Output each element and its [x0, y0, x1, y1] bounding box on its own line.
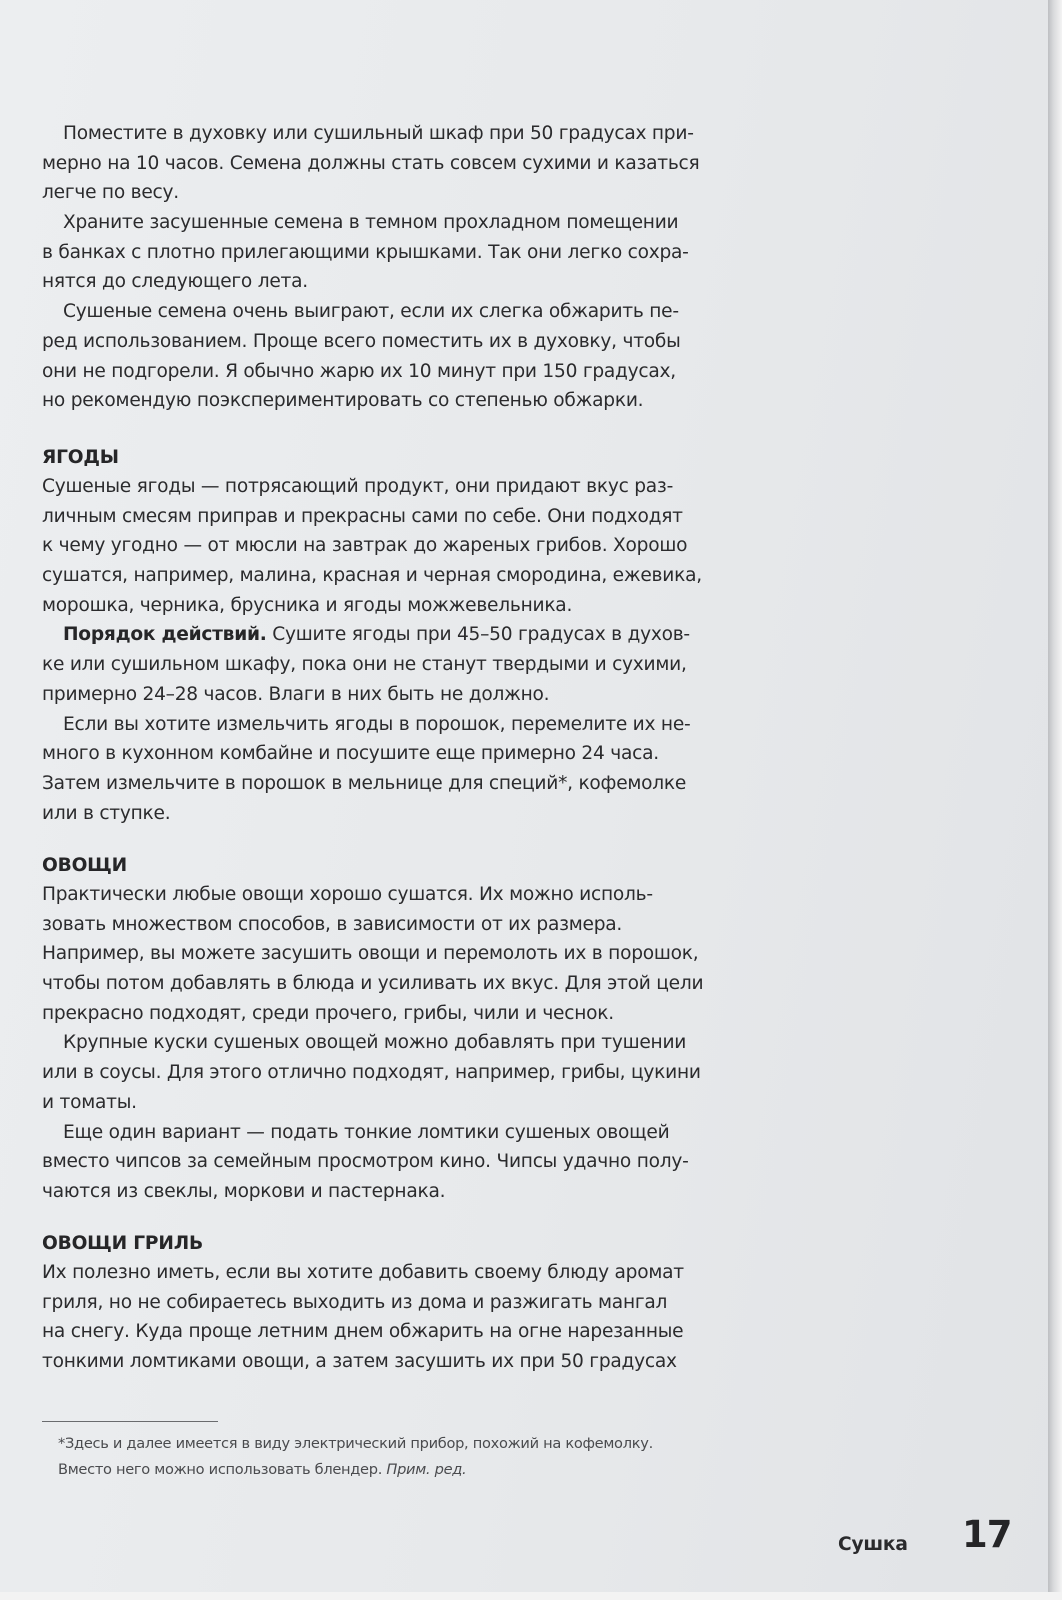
section-heading-vegetables: ОВОЩИ	[42, 855, 127, 876]
text-line: Практически любые овощи хорошо сушатся. Их можно исполь-	[42, 884, 653, 905]
footnote-divider	[42, 1421, 218, 1422]
page-edge-shadow	[1048, 0, 1062, 1600]
editor-note: Прим. ред.	[386, 1460, 467, 1478]
text-line: к чему угодно — от мюсли на завтрак до жареных грибов. Хорошо	[42, 535, 688, 557]
text-line: Затем измельчите в порошок в мельнице для специй*, кофемолке	[42, 772, 687, 794]
berries-text	[42, 472, 732, 828]
text-line: зовать множеством способов, в зависимости от их размера.	[42, 913, 623, 935]
text-line: Сушеные ягоды — потрясающий продукт, они придают вкус раз-	[42, 476, 674, 497]
text-line: в банках с плотно прилегающими крышками. Так они легко сохра-	[42, 241, 689, 263]
text-line: сушатся, например, малина, красная и черная смородина, ежевика,	[42, 565, 702, 587]
page-number: 17	[962, 1513, 1012, 1556]
text-line: Поместите в духовку или сушильный шкаф при 50 градусах при-	[63, 123, 694, 144]
text-line: морошка, черника, брусника и ягоды можжевельника.	[42, 594, 573, 616]
text-line: ке или сушильном шкафу, пока они не станут твердыми и сухими,	[42, 654, 687, 676]
running-head: Сушка	[838, 1534, 908, 1555]
text-line: Их полезно иметь, если вы хотите добавить своему блюду аромат	[42, 1262, 684, 1283]
text-line: Еще один вариант — подать тонкие ломтики сушеных овощей	[63, 1121, 670, 1143]
text-line: Например, вы можете засушить овощи и перемолоть их в порошок,	[42, 943, 699, 965]
text-line: Крупные куски сушеных овощей можно добавлять при тушении	[63, 1032, 687, 1054]
text-line: примерно 24–28 часов. Влаги в них быть не должно.	[42, 683, 550, 705]
text-line: они не подгорели. Я обычно жарю их 10 минут при 150 градусах,	[42, 360, 676, 382]
footnote-line: *Здесь и далее имеется в виду электрический прибор, похожий на кофемолку.	[58, 1435, 653, 1452]
text-line: чтобы потом добавлять в блюда и усиливать их вкус. Для этой цели	[42, 973, 704, 995]
page-edge-bottom	[0, 1592, 1062, 1600]
text-line: нятся до следующего лета.	[42, 271, 308, 293]
text-line: на снегу. Куда проще летним днем обжарить на огне нарезанные	[42, 1321, 684, 1343]
text-line: тонкими ломтиками овощи, а затем засушить их при 50 градусах	[42, 1351, 677, 1373]
section-heading-grilled: ОВОЩИ ГРИЛЬ	[42, 1233, 203, 1254]
section-heading-berries: ЯГОДЫ	[42, 447, 119, 468]
text-line: или в соусы. Для этого отлично подходят, например, грибы, цукини	[42, 1062, 701, 1084]
text-line: Сушеные семена очень выиграют, если их слегка обжарить пе-	[63, 301, 679, 323]
text-line: прекрасно подходят, среди прочего, грибы, чили и чеснок.	[42, 1002, 614, 1024]
intro-text	[42, 119, 732, 416]
text-line: Если вы хотите измельчить ягоды в порошок, перемелите их не-	[63, 713, 691, 735]
text-line: много в кухонном комбайне и посушите еще примерно 24 часа.	[42, 743, 659, 765]
procedure-text: Сушите ягоды при 45–50 градусах в духов-	[266, 624, 690, 646]
footnote	[58, 1431, 653, 1482]
text-line: личным смесям приправ и прекрасны сами по себе. Они подходят	[42, 505, 683, 527]
text-line: Храните засушенные семена в темном прохладном помещении	[63, 212, 679, 234]
vegetables-text	[42, 880, 732, 1207]
text-line: чаются из свеклы, моркови и пастернака.	[42, 1180, 446, 1202]
procedure-line	[42, 620, 732, 650]
procedure-label: Порядок действий.	[63, 624, 267, 646]
text-line: мерно на 10 часов. Семена должны стать совсем сухими и казаться	[42, 152, 700, 174]
text-line: и томаты.	[42, 1091, 137, 1113]
text-line: легче по весу.	[42, 182, 179, 204]
grilled-text	[42, 1258, 732, 1377]
footnote-text: Вместо него можно использовать блендер.	[58, 1460, 387, 1478]
text-line: или в ступке.	[42, 802, 171, 824]
text-line: но рекомендую поэкспериментировать со степенью обжарки.	[42, 390, 644, 412]
footnote-line	[58, 1457, 653, 1483]
text-line: гриля, но не собираетесь выходить из дома и разжигать мангал	[42, 1291, 668, 1313]
text-line: вместо чипсов за семейным просмотром кино. Чипсы удачно полу-	[42, 1151, 689, 1173]
text-line: ред использованием. Проще всего поместить их в духовку, чтобы	[42, 330, 681, 352]
